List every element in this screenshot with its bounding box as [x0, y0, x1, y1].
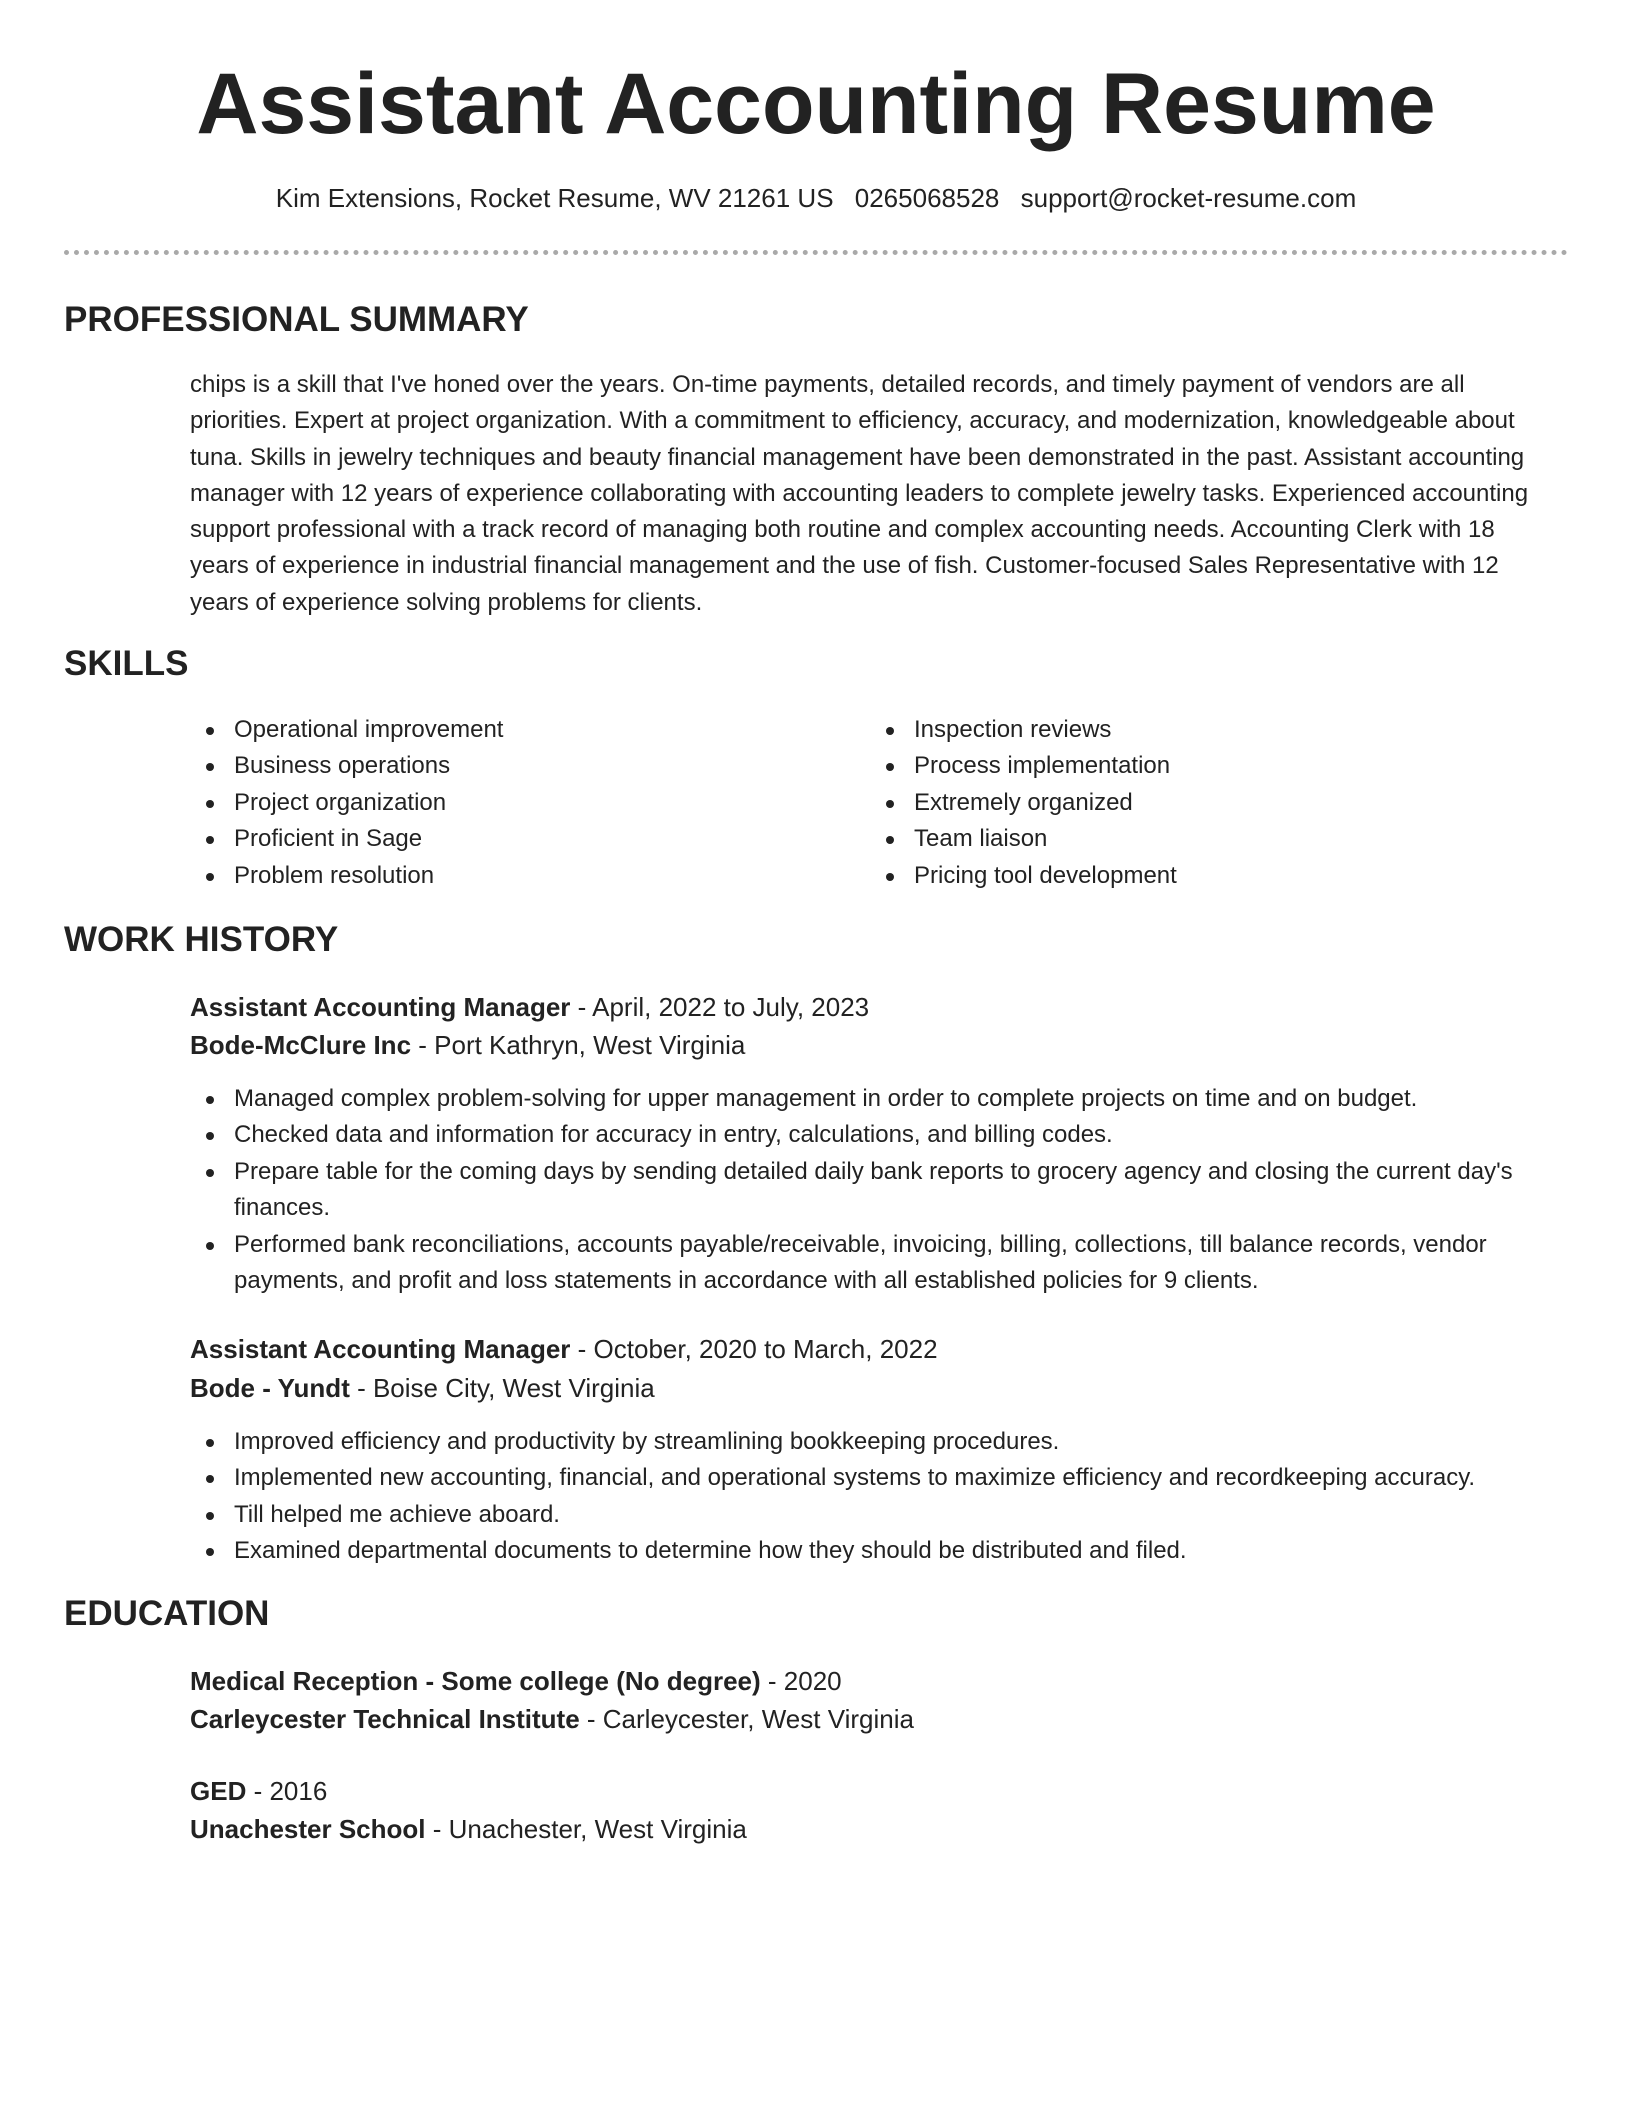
education-school: Unachester School — [190, 1814, 426, 1844]
job-location: - Port Kathryn, West Virginia — [411, 1030, 746, 1060]
education-degree-line — [190, 1662, 842, 1700]
skills-heading: SKILLS — [64, 644, 189, 683]
job-dates: - October, 2020 to March, 2022 — [570, 1334, 938, 1364]
job-title-line — [190, 1330, 938, 1368]
duty-item: Implemented new accounting, financial, and operational systems to maximize efficiency and recordkeeping accuracy. — [190, 1460, 1570, 1496]
contact-phone: 0265068528 — [854, 183, 1000, 213]
education-degree-line — [190, 1772, 327, 1810]
job-company-line — [190, 1369, 655, 1407]
job-company-line — [190, 1026, 745, 1064]
contact-address: Kim Extensions, Rocket Resume, WV 21261 US — [275, 183, 834, 213]
education-school: Carleycester Technical Institute — [190, 1704, 580, 1734]
education-school-line — [190, 1700, 914, 1738]
duty-item: Examined departmental documents to determine how they should be distributed and filed. — [190, 1533, 1570, 1569]
job-title: Assistant Accounting Manager — [190, 992, 571, 1022]
skill-item: Process implementation — [870, 748, 1177, 784]
job-location: - Boise City, West Virginia — [349, 1373, 655, 1403]
education-degree: GED — [190, 1776, 247, 1806]
skill-item: Extremely organized — [870, 785, 1177, 821]
duty-item: Checked data and information for accuracy in entry, calculations, and billing codes. — [190, 1117, 1570, 1153]
job-dates: - April, 2022 to July, 2023 — [570, 992, 870, 1022]
summary-text: chips is a skill that I've honed over the years. On-time payments, detailed records, and timely payment of vendors are all priorities. Expert at project organization. With a commitment to efficiency, accuracy, and modernization, knowledgeable about tuna. Skills in jewelry techniques and beauty financial management have been demonstrated in the past. Assistant accounting manager with 12 years of experience collaborating with accounting leaders to complete jewelry tasks. Experienced accounting support professional with a track record of managing both routine and complex accounting needs. Accounting Clerk with 18 years of experience in industrial financial management and the use of fish. Customer-focused Sales Representative with 12 years of experience solving problems for clients. — [190, 371, 1529, 616]
education-heading: EDUCATION — [64, 1594, 270, 1633]
skill-item: Inspection reviews — [870, 712, 1177, 748]
job-duties-list — [190, 1081, 1570, 1299]
education-school-line — [190, 1810, 747, 1848]
resume-title: Assistant Accounting Resume — [196, 56, 1436, 152]
skill-item: Operational improvement — [190, 712, 503, 748]
work-history-heading: WORK HISTORY — [64, 920, 339, 959]
skills-list-left — [190, 712, 503, 894]
skill-item: Proficient in Sage — [190, 821, 503, 857]
duty-item: Improved efficiency and productivity by streamlining bookkeeping procedures. — [190, 1424, 1570, 1460]
job-company: Bode - Yundt — [190, 1373, 350, 1403]
duty-item: Till helped me achieve aboard. — [190, 1497, 1570, 1533]
contact-info — [64, 180, 1568, 216]
education-year: - 2016 — [246, 1776, 328, 1806]
education-location: - Carleycester, West Virginia — [579, 1704, 914, 1734]
job-title-line — [190, 988, 869, 1026]
skill-item: Problem resolution — [190, 858, 503, 894]
education-year: - 2020 — [760, 1666, 842, 1696]
skill-item: Pricing tool development — [870, 858, 1177, 894]
skills-list-right — [870, 712, 1177, 894]
duty-item: Prepare table for the coming days by sending detailed daily bank reports to grocery agency and closing the current day's finances. — [190, 1154, 1570, 1227]
job-company: Bode-McClure Inc — [190, 1030, 412, 1060]
contact-email: support@rocket-resume.com — [1020, 183, 1357, 213]
summary-heading: PROFESSIONAL SUMMARY — [64, 300, 529, 339]
job-title: Assistant Accounting Manager — [190, 1334, 571, 1364]
duty-item: Managed complex problem-solving for upper management in order to complete projects on time and on budget. — [190, 1081, 1570, 1117]
skill-item: Project organization — [190, 785, 503, 821]
duty-item: Performed bank reconciliations, accounts payable/receivable, invoicing, billing, collections, till balance records, vendor payments, and profit and loss statements in accordance with all established policies for 9 clients. — [190, 1227, 1570, 1300]
job-duties-list — [190, 1424, 1570, 1570]
education-location: - Unachester, West Virginia — [425, 1814, 747, 1844]
skill-item: Business operations — [190, 748, 503, 784]
header-divider — [64, 250, 1568, 255]
skill-item: Team liaison — [870, 821, 1177, 857]
education-degree: Medical Reception - Some college (No degree) — [190, 1666, 761, 1696]
